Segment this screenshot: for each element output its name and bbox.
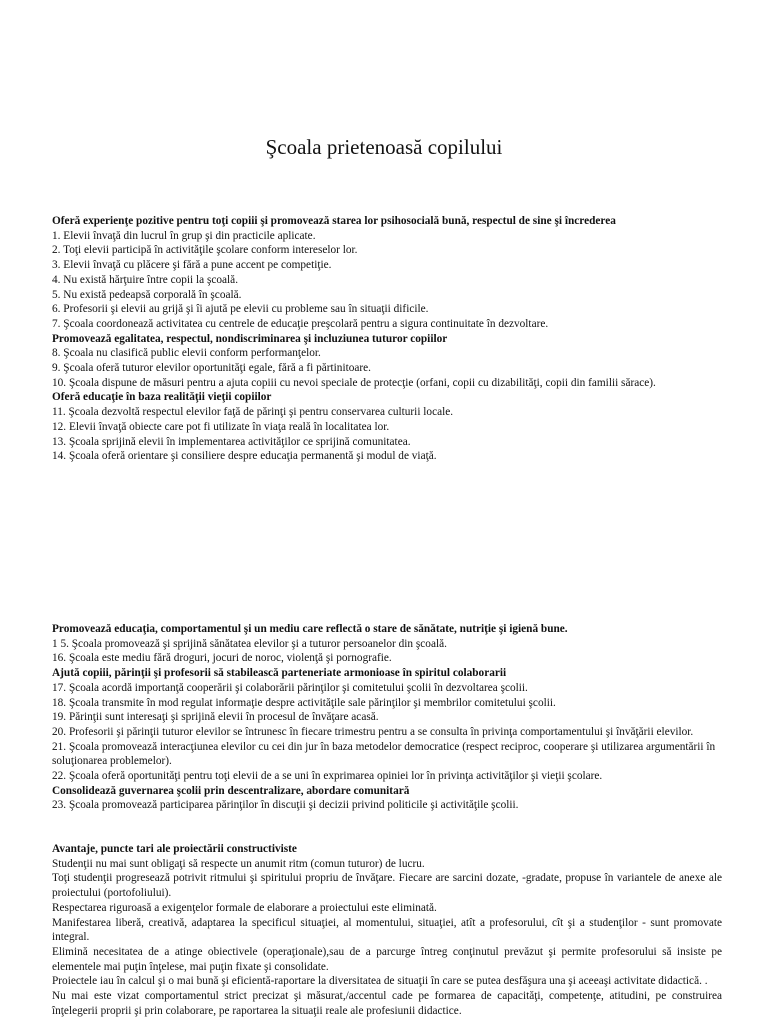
list-item: 20. Profesorii şi părinţii tuturor elevilor se întrunesc în fiecare trimestru pentru a se consulta în privinţa comportamentului şi învăţării elevilor. xyxy=(52,725,694,738)
list-item: 17. Şcoala acordă importanţă cooperării şi colaborării părinţilor şi comitetului şcolii în dezvoltarea şcolii. xyxy=(52,681,528,694)
section-child-friendly-criteria-part2 xyxy=(52,622,722,813)
paragraph: Proiectele iau în calcul şi o mai bună şi eficientă-raportare la diversitatea de situaţii în care se putea desfăşura una şi aceeaşi activitate didactică. . xyxy=(52,975,708,988)
list-item: 12. Elevii învaţă obiecte care pot fi utilizate în viaţa reală în localitatea lor. xyxy=(52,420,390,433)
list-item: 10. Şcoala dispune de măsuri pentru a ajuta copiii cu nevoi speciale de protecţie (orfani, copii cu dizabilităţi, copii din familii sărace). xyxy=(52,376,656,389)
list-item: 18. Şcoala transmite în mod regulat informaţie despre activităţile sale părinţilor şi membrilor comitetului şcolii. xyxy=(52,696,556,709)
section-heading: Consolidează guvernarea şcolii prin descentralizare, abordare comunitară xyxy=(52,784,410,797)
list-item: 5. Nu există pedeapsă corporală în şcoală. xyxy=(52,288,242,301)
section-heading: Oferă educaţie în baza realităţii vieţii copiilor xyxy=(52,391,272,404)
section-constructivist-advantages xyxy=(52,842,722,1018)
list-item: 3. Elevii învaţă cu plăcere şi fără a pune accent pe competiţie. xyxy=(52,259,332,272)
list-item: 2. Toţi elevii participă în activităţile şcolare conform intereselor lor. xyxy=(52,244,358,257)
paragraph: Studenţii nu mai sunt obligaţi să respecte un anumit ritm (comun tuturor) de lucru. xyxy=(52,857,425,870)
list-item: 13. Şcoala sprijină elevii în implementarea activităţilor ce sprijină comunitatea. xyxy=(52,435,411,448)
paragraph: Respectarea riguroasă a exigenţelor formale de elaborare a proiectului este eliminată. xyxy=(52,901,437,914)
paragraph: Toţi studenţii progresează potrivit ritmului şi spiritului propriu de învăţare. Fiecare are sarcini dozate, -gradate, propuse în variantele de anexe ale proiectului (portofoliului). xyxy=(52,872,722,900)
section-heading: Promovează egalitatea, respectul, nondiscriminarea şi incluziunea tuturor copiilor xyxy=(52,332,448,345)
list-item: 1 5. Şcoala promovează şi sprijină sănătatea elevilor şi a tuturor persoanelor din şcoală. xyxy=(52,637,447,650)
list-item: 8. Şcoala nu clasifică public elevii conform performanţelor. xyxy=(52,347,321,360)
section-heading: Ajută copiii, părinţii şi profesorii să stabilească parteneriate armonioase în spiritul colaborarii xyxy=(52,667,507,680)
list-item: 6. Profesorii şi elevii au grijă şi îi ajută pe elevii cu probleme sau în situaţii dificile. xyxy=(52,303,429,316)
section-heading: Avantaje, puncte tari ale proiectării constructiviste xyxy=(52,843,297,855)
section-heading: Promovează educaţia, comportamentul şi un mediu care reflectă o stare de sănătate, nutriţie şi igienă bune. xyxy=(52,623,568,635)
list-item: 9. Şcoala oferă tuturor elevilor oportunităţi egale, fără a fi părtinitoare. xyxy=(52,362,371,375)
section-heading: Oferă experienţe pozitive pentru toţi copiii şi promovează starea lor psihosocială bună, respectul de sine şi încrederea xyxy=(52,215,616,227)
list-item: 22. Şcoala oferă oportunităţi pentru toţi elevii de a se uni în exprimarea opiniei lor în privinţa activităţilor şi vieţii şcolare. xyxy=(52,770,603,783)
list-item: 16. Şcoala este mediu fără droguri, jocuri de noroc, violenţă şi pornografie. xyxy=(52,652,392,665)
list-item: 4. Nu există hărţuire între copii la şcoală. xyxy=(52,273,239,286)
list-item: 19. Părinţii sunt interesaţi şi sprijină elevii în procesul de învăţare acasă. xyxy=(52,711,379,724)
page-title: Şcoala prietenoasă copilului xyxy=(265,135,503,159)
list-item: 23. Şcoala promovează participarea părinţilor în discuţii şi decizii privind politicile şi activităţile şcolii. xyxy=(52,799,519,812)
list-item: 1. Elevii învaţă din lucrul în grup şi din practicile aplicate. xyxy=(52,229,316,242)
paragraph: Manifestarea liberă, creativă, adaptarea la specificul situaţiei, al momentului, situaţiei, atît a profesorului, cît şi a studenţilor - sunt promovate integral. xyxy=(52,916,722,944)
paragraph: Elimină necesitatea de a atinge obiectivele (operaţionale),sau de a parcurge întreg conţinutul prevăzut şi permite profesorului să insiste pe elementele mai puţin înţelese, mai puţin fixate şi consolidate. xyxy=(52,945,722,973)
list-item: 11. Şcoala dezvoltă respectul elevilor faţă de părinţi şi pentru conservarea culturii locale. xyxy=(52,406,454,419)
section-child-friendly-criteria-part1 xyxy=(52,214,722,464)
list-item: 14. Şcoala oferă orientare şi consiliere despre educaţia permanentă şi modul de viaţă. xyxy=(52,450,437,463)
paragraph: Nu mai este vizat comportamentul strict precizat şi măsurat,/accentul cade pe formarea de capacităţi, competenţe, atitudini, pe construirea înţelegerii proprii şi prin colaborare, pe raportarea la situaţii reale ale profesiunii didactice. xyxy=(52,990,722,1017)
list-item: 7. Şcoala coordonează activitatea cu centrele de educaţie preşcolară pentru a sigura continuitate în dezvoltare. xyxy=(52,317,549,330)
list-item: 21. Şcoala promovează interacţiunea elevilor cu cei din jur în baza metodelor democratice (respect reciproc, cooperare şi utilizarea argumentării în soluţionarea problemelor). xyxy=(52,740,716,768)
